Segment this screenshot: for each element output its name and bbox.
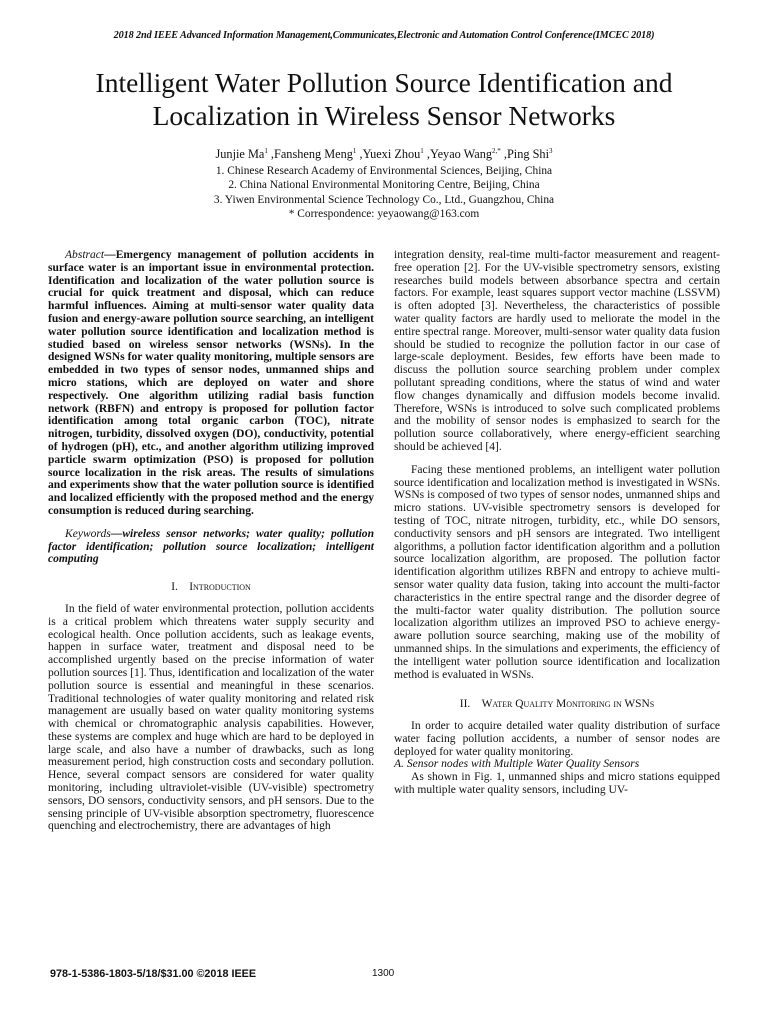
author-affiliation-mark: 2,* <box>492 146 501 155</box>
conference-header: 2018 2nd IEEE Advanced Information Management,Communicates,Electronic and Automation Control Conference(IMCEC 2018) <box>113 30 655 41</box>
author-name: Yuexi Zhou <box>362 147 421 161</box>
author-affiliation-mark: 3 <box>548 146 553 155</box>
left-column <box>48 249 374 833</box>
keywords-lead: Keywords <box>65 527 111 540</box>
body-paragraph: In order to acquire detailed water quality distribution of surface water facing pollution accidents, a number of sensor nodes are deployed for water quality monitoring. <box>394 720 720 758</box>
affiliation-line: 3. Yiwen Environmental Science Technology Co., Ltd., Guangzhou, China <box>213 193 555 206</box>
body-paragraph: integration density, real-time multi-factor measurement and reagent-free operation [2]. For the UV-visible spectrometry sensors, existing researches build models between absorbance spectra and certain factors. For example, least squares support vector machine (LSSVM) is often adopted [3]. Nevertheless, the characteristics of possible water quality factors are hardly used to meliorate the model in the entire spectral range. Moreover, multi-sensor water quality data fusion should be studied to recognize the pollution factor in our case of large-scale deployment. Besides, few efforts have been made to discuss the pollution source searching problem under complex pollutant spreading conditions, where the status of wind and water flow changes dynamically and diffusion models become invalid. Therefore, WSNs is introduced to solve such complicated problems and the mobility of sensor nodes is emphasized to search for the pollution source collaboratively, where energy-efficient searching should be achieved [4]. <box>394 249 720 453</box>
author-name: Junjie Ma <box>215 147 265 161</box>
author-affiliation-mark: 1 <box>352 146 357 155</box>
section-heading-introduction <box>48 581 374 594</box>
section-title: Introduction <box>189 581 251 594</box>
abstract-lead: Abstract <box>65 249 105 261</box>
section-title: Water Quality Monitoring in WSNs <box>481 698 655 711</box>
affiliations <box>0 164 768 221</box>
abstract <box>48 249 374 518</box>
author-name: Ping Shi <box>506 147 549 161</box>
author-name: Yeyao Wang <box>429 147 493 161</box>
body-paragraph: Facing these mentioned problems, an intelligent water pollution source identification and localization method is investigated in WSNs. WSNs is composed of two types of sensor nodes, unmanned ships and micro stations. UV-visible spectrometry sensors is developed for testing of TOC, nitrate nitrogen, turbidity, etc., while DO sensors, conductivity sensors and pH sensors are integrated. Two intelligent algorithms, a pollution factor identification algorithm and a pollution source localization algorithm, are proposed. The pollution factor identification algorithm utilizes RBFN and entropy to achieve multi-sensor water quality data fusion, taking into account the multi-factor characteristics in the entire spectral range and the disorder degree of the multi-factor water quality distribution. The pollution source localization algorithm utilizes an improved PSO to achieve energy-aware pollution source searching, making use of the mobility of unmanned ships. In the simulations and experiments, the efficiency of the intelligent water pollution source identification and localization method is evaluated in WSNs. <box>394 463 720 681</box>
title-line-1: Intelligent Water Pollution Source Identification and <box>95 67 673 98</box>
section-number: II. <box>459 698 471 711</box>
keywords-text: —wireless sensor networks; water quality; pollution factor identification; pollution source localization; intelligent computing <box>48 527 374 566</box>
abstract-text: —Emergency management of pollution accidents in surface water is an important issue in environmental protection. Identification and localization of the water pollution source is crucial for quick treatment and disposal, which can reduce harmful influences. Aiming at multi-sensor water quality data fusion and energy-aware pollution source searching, an intelligent water pollution source identification and localization method is studied based on wireless sensor networks (WSNs). In the designed WSNs for water quality monitoring, multiple sensors are embedded in two types of sensor nodes, unmanned ships and micro stations, which are deployed on water and shore respectively. One algorithm utilizing radial basis function network (RBFN) and entropy is proposed for pollution factor identification among total organic carbon (TOC), nitrate nitrogen, turbidity, dissolved oxygen (DO), conductivity, potential of hydrogen (pH), etc., and another algorithm utilizing improved particle swarm optimization (PSO) is proposed for pollution source localization in the risk areas. The results of simulations and experiments show that the water pollution source is identified and localized efficiently with the proposed method and the energy consumption is reduced during searching. <box>48 249 374 517</box>
section-heading-water-quality <box>394 698 720 711</box>
right-column <box>394 249 720 797</box>
paper-title <box>40 66 728 132</box>
author-list: Junjie Ma$^1$ ,Fansheng Meng$^1$ ,Yuexi Zhou$^1$ ,Yeyao Wang$^{2,*}$ ,Ping Shi$^3$ <box>215 146 553 161</box>
body-paragraph: As shown in Fig. 1, unmanned ships and micro stations equipped with multiple water quality sensors, including UV- <box>394 771 720 797</box>
page-number: 1300 <box>372 968 395 979</box>
subsection-heading: A. Sensor nodes with Multiple Water Quality Sensors <box>394 758 640 771</box>
author-affiliation-mark: 1 <box>420 146 424 155</box>
correspondence-line: * Correspondence: yeyaowang@163.com <box>288 207 480 220</box>
title-line-2: Localization in Wireless Sensor Networks <box>152 100 616 131</box>
affiliation-line: 1. Chinese Research Academy of Environmental Sciences, Beijing, China <box>215 165 553 177</box>
section-number: I. <box>171 581 178 594</box>
author-affiliation-mark: 1 <box>264 146 268 155</box>
copyright-footer: 978-1-5386-1803-5/18/$31.00 ©2018 IEEE <box>50 968 257 980</box>
affiliation-line: 2. China National Environmental Monitoring Centre, Beijing, China <box>228 179 540 192</box>
keywords <box>48 528 374 566</box>
intro-paragraph: In the field of water environmental protection, pollution accidents is a critical problem which threatens water supply security and ecological health. Once pollution accidents, such as leakage events, happen in surface water, treatment and disposal need to be accomplished urgently based on the precise information of water pollution sources [1]. Thus, identification and localization of the water pollution source is essential and meaningful in these scenarios. Traditional technologies of water quality monitoring and related risk management are usually based on water quality monitoring systems with chemical or chromatographic analysis capabilities. However, these systems are complex and huge which are hard to be deployed in large scale, and also have a number of drawbacks, such as long measurement period, high construction costs and secondary pollution. Hence, several compact sensors are considered for water quality monitoring, including ultraviolet-visible (UV-visible) spectrometry sensors, DO sensors, conductivity sensors, and pH sensors. Due to the sensing principle of UV-visible absorption spectrometry, fluorescence quenching and electrochemistry, there are advantages of high <box>48 602 374 833</box>
author-name: Fansheng Meng <box>274 147 353 161</box>
